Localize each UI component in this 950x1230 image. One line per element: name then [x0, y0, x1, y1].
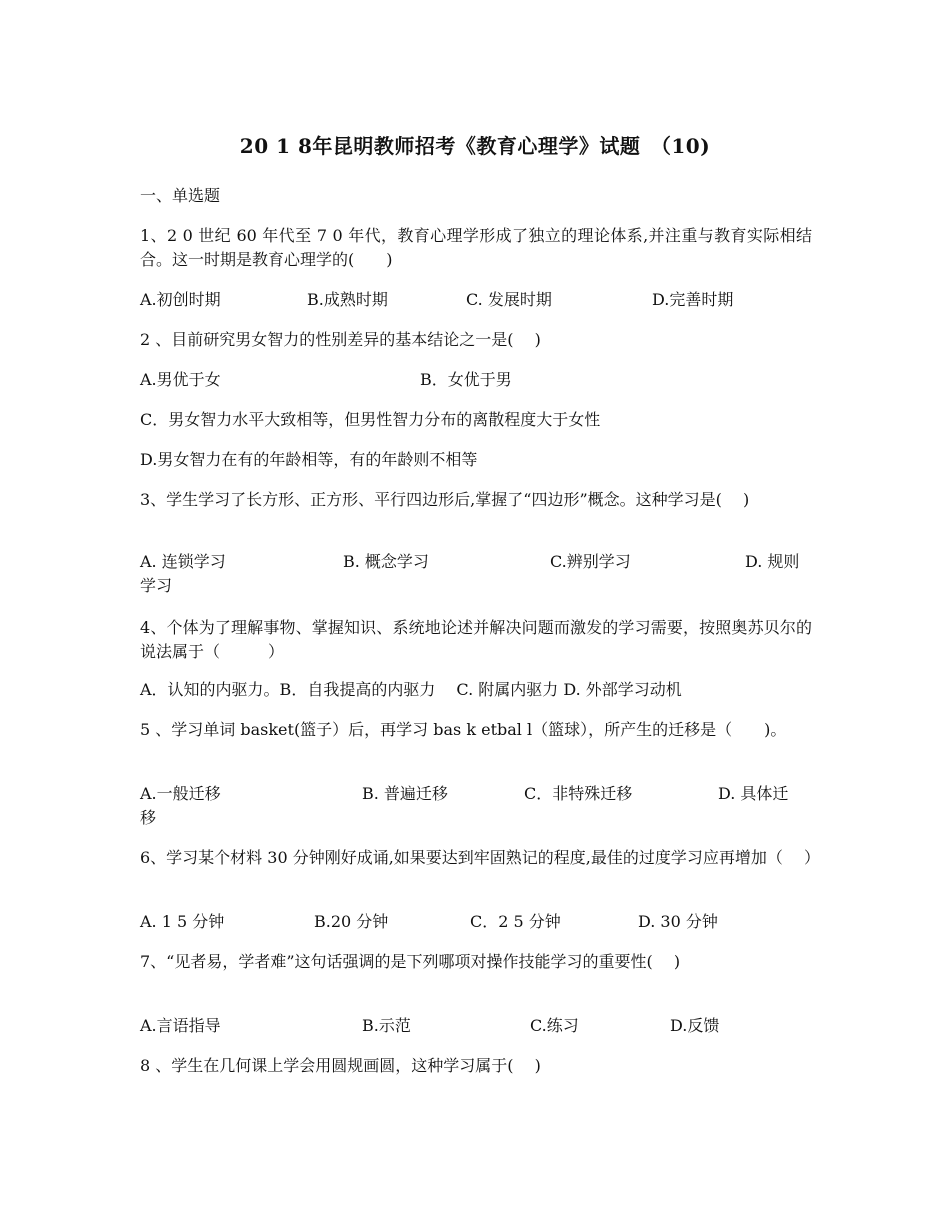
q5-option-d: D. 具体迁 — [718, 784, 789, 803]
q3-option-a: A. 连锁学习 — [140, 552, 226, 571]
q3-option-c: C.辨别学习 — [550, 552, 631, 571]
q7-option-d: D.反馈 — [670, 1016, 720, 1035]
q2-option-d: D.男女智力在有的年龄相等，有的年龄则不相等 — [140, 450, 478, 469]
q3-option-d-wrap: 学习 — [140, 576, 173, 595]
q7-option-a: A.言语指导 — [140, 1016, 221, 1035]
q2-option-c: C．男女智力水平大致相等，但男性智力分布的离散程度大于女性 — [140, 410, 601, 429]
q4-options: A．认知的内驱力。B．自我提高的内驱力 C. 附属内驱力 D. 外部学习动机 — [140, 680, 682, 699]
question-3-stem: 3、学生学习了长方形、正方形、平行四边形后,掌握了“四边形”概念。这种学习是( ) — [140, 490, 750, 509]
q6-option-b: B.20 分钟 — [314, 912, 389, 931]
q5-option-c: C．非特殊迁移 — [524, 784, 633, 803]
question-8-stem: 8 、学生在几何课上学会用圆规画圆，这种学习属于( ) — [140, 1056, 541, 1075]
q6-option-a: A. 1 5 分钟 — [140, 912, 225, 931]
question-7-stem: 7、“见者易，学者难”这句话强调的是下列哪项对操作技能学习的重要性( ) — [140, 952, 681, 971]
question-4-stem: 4、个体为了理解事物、掌握知识、系统地论述并解决问题而激发的学习需要，按照奥苏贝尔的说法属于（ ） — [140, 618, 812, 661]
q1-option-c: C. 发展时期 — [466, 290, 552, 309]
q3-option-b: B. 概念学习 — [343, 552, 429, 571]
q5-option-a: A.一般迁移 — [140, 784, 221, 803]
q7-option-b: B.示范 — [362, 1016, 411, 1035]
question-1-stem: 1、2 0 世纪 60 年代至 7 0 年代，教育心理学形成了独立的理论体系,并注重与教育实际相结合。这一时期是教育心理学的( ) — [140, 226, 812, 269]
q1-option-b: B.成熟时期 — [307, 290, 388, 309]
page-title: 20 1 8年昆明教师招考《教育心理学》试题 （10) — [239, 134, 711, 158]
q6-option-c: C．2 5 分钟 — [470, 912, 561, 931]
question-2-stem: 2 、目前研究男女智力的性别差异的基本结论之一是( ) — [140, 330, 541, 349]
q2-option-a: A.男优于女 — [140, 370, 221, 389]
question-5-stem: 5 、学习单词 basket(篮子）后，再学习 bas k etbal l（篮球），所产生的迁移是（ )。 — [140, 720, 787, 739]
section-heading: 一、单选题 — [140, 186, 221, 205]
q1-option-d: D.完善时期 — [652, 290, 734, 309]
q2-option-b: B．女优于男 — [420, 370, 512, 389]
q6-option-d: D. 30 分钟 — [638, 912, 718, 931]
question-6-stem: 6、学习某个材料 30 分钟刚好成诵,如果要达到牢固熟记的程度,最佳的过度学习应再增加（ ） — [140, 848, 820, 867]
q5-option-d-wrap: 移 — [140, 808, 157, 827]
q5-option-b: B. 普遍迁移 — [362, 784, 448, 803]
q1-option-a: A.初创时期 — [140, 290, 221, 309]
q3-option-d: D. 规则 — [745, 552, 800, 571]
q7-option-c: C.练习 — [530, 1016, 579, 1035]
